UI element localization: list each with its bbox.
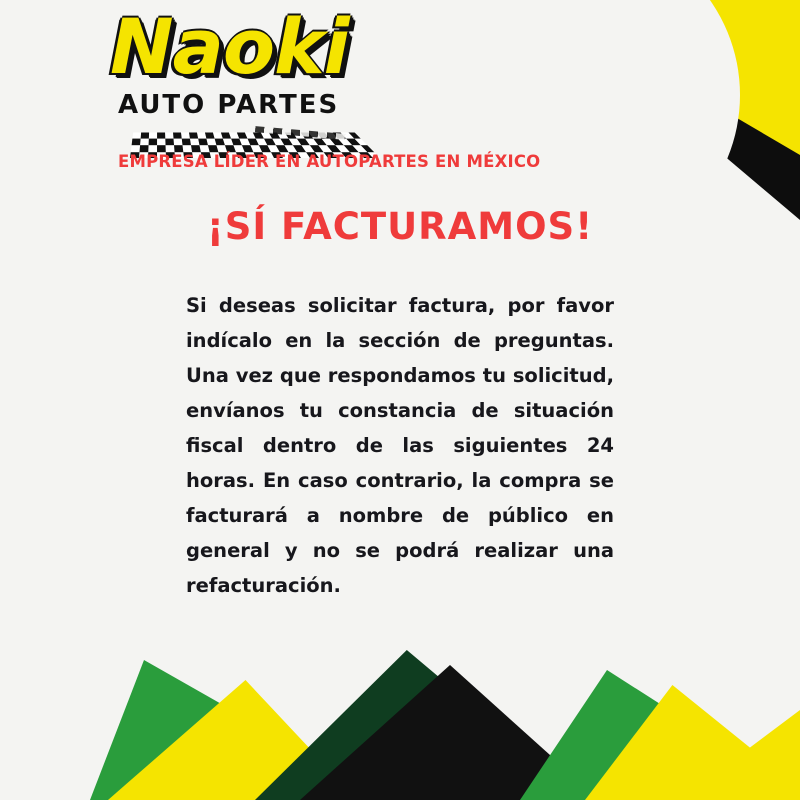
bottom-decoration xyxy=(0,640,800,800)
brand-tagline: EMPRESA LÍDER EN AUTOPARTES EN MÉXICO xyxy=(118,152,541,171)
brand-subtitle: AUTO PARTES xyxy=(118,90,340,120)
body-paragraph: Si deseas solicitar factura, por favor indícalo en la sección de preguntas. Una vez que respondamos tu solicitud, envíanos tu constancia de situación fiscal dentro de las siguientes 24 horas. En caso contrario, la compra se facturará a nombre de público en general y no se podrá realizar una refacturación. xyxy=(186,294,614,597)
brand-logo xyxy=(110,2,410,158)
page-title: ¡SÍ FACTURAMOS! xyxy=(206,205,594,248)
brand-name: Naoki xyxy=(110,2,349,91)
